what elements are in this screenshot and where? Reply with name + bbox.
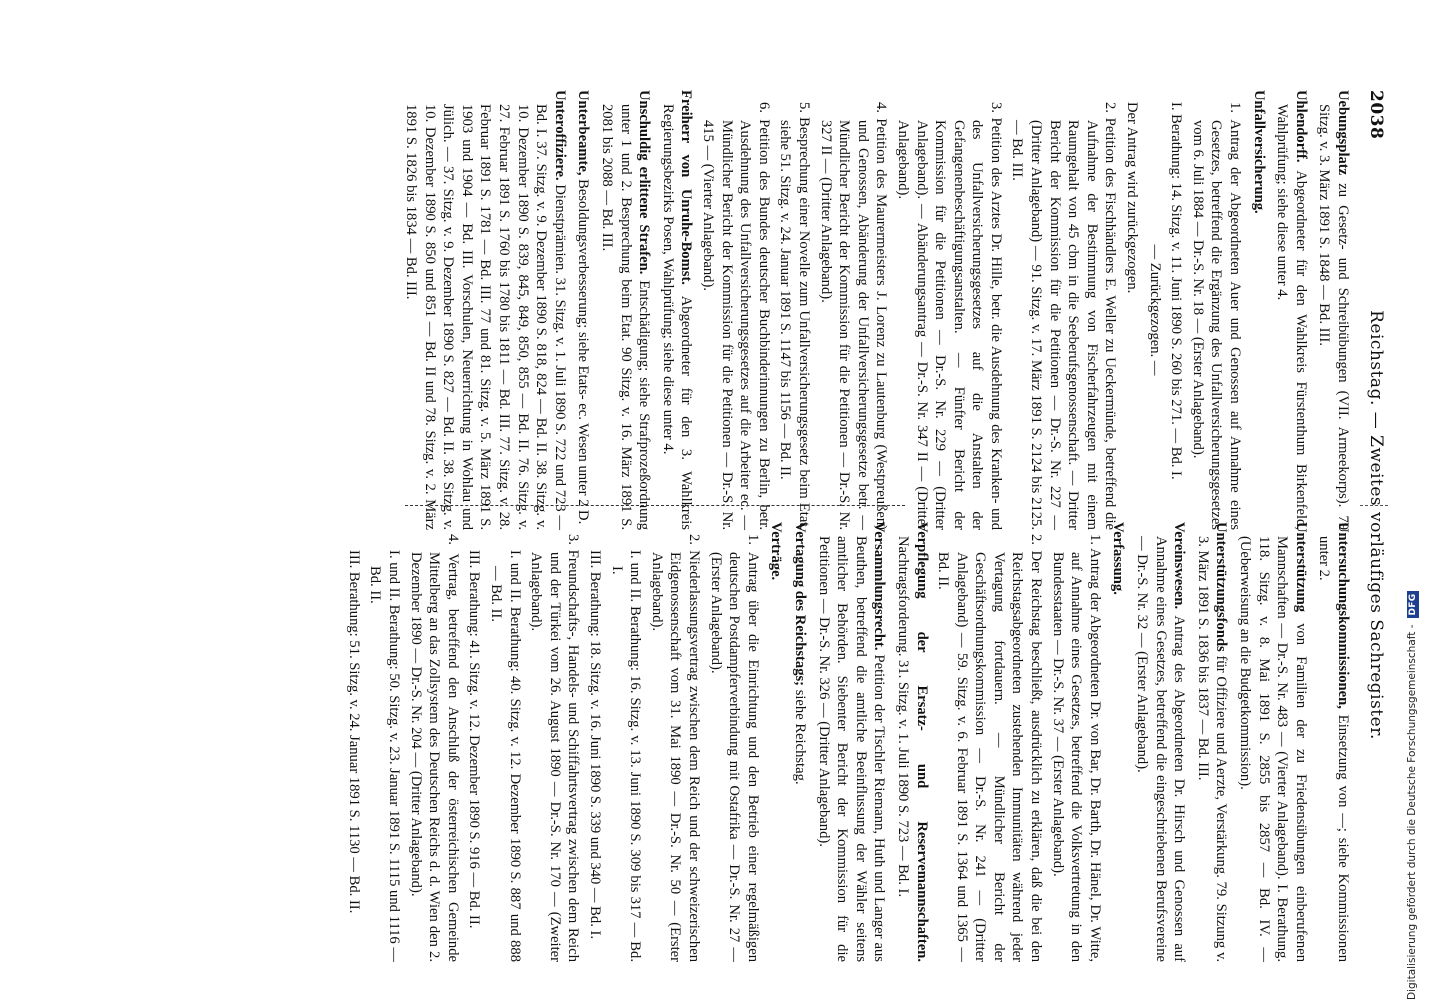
subitem-text: Petition des Maurermeisters J. Lorenz zu Lautenburg (Westpreußen) und Genossen, Abänderung der Unfallversicherungsgesetze betr. — Mündlicher Bericht der Kommission für die Petitionen — Dr.-S. Nr. 327 II — (Dritter Anlageband). bbox=[817, 118, 890, 531]
entry-text: Besoldungsverbesserung; siehe Etats- ec. Wesen unter 2 D. bbox=[575, 175, 592, 525]
entry-keyword: Verpflegung der Ersatz- und Reservemannschaften. bbox=[913, 522, 930, 962]
entry-keyword: Vertagung des Reichstags; bbox=[791, 522, 808, 687]
subitem-text: I. und II. Berathung: 50. Sitzg. v. 23. Januar 1891 S. 1115 und 1116 — Bd. II. bbox=[367, 550, 403, 962]
entry-keyword: Unfallversicherung. bbox=[1250, 90, 1267, 214]
index-entry bbox=[1315, 90, 1352, 530]
index-subitem bbox=[366, 522, 403, 962]
entry-text: Nachtragsforderung. 31. Sitzg. v. 1. Juli 1890 S. 723 — Bd. I. bbox=[894, 536, 911, 898]
page-title: Reichstag. — Zweites vorläufiges Sachregister. bbox=[1366, 310, 1386, 740]
index-subitem bbox=[934, 522, 1046, 962]
index-subitem bbox=[1008, 90, 1120, 530]
index-entry bbox=[1193, 522, 1230, 962]
subitem-text: Der Antrag wird zurückgezogen. bbox=[1124, 102, 1141, 294]
digitization-text: Digitalisierung gefördert durch die Deutsche Forschungsgemeinschaft - bbox=[1406, 624, 1418, 1000]
subitem-number: 6. bbox=[755, 102, 772, 120]
index-subitem bbox=[698, 90, 772, 530]
subitem-text: Der Reichstag beschließt, ausdrücklich zu erklären, daß die bei den Reichstagsabgeordneten zustehenden Immunitäten während jeder Vertagung fortdauern. — Mündlicher Bericht der Geschäftsordnungskommission — Dr.-S. Nr. 241 — (Dritter Anlageband) — 59. Sitzg. v. 6. Februar 1891 S. 1364 und 1365 — Bd. II. bbox=[935, 550, 1045, 962]
entry-text: siehe Reichstag. bbox=[791, 686, 808, 785]
index-entry bbox=[1273, 90, 1310, 530]
page-number: 2038 bbox=[1366, 90, 1386, 140]
subitem-number: 2. bbox=[1028, 534, 1045, 551]
entry-keyword: Verträge. bbox=[768, 522, 785, 581]
subitem-number: 4. bbox=[444, 534, 461, 554]
entry-text: Abgeordneter für den Wahlkreis Fürstenthum Birkenfeld, Wahlprüfung; siehe diese unter 4. bbox=[1274, 104, 1309, 530]
index-entry bbox=[814, 522, 888, 962]
dfg-logo-icon: DFG bbox=[1407, 591, 1419, 619]
index-subitem bbox=[706, 522, 762, 962]
entry-keyword: Vereinswesen. bbox=[1171, 522, 1188, 610]
index-subitem bbox=[607, 522, 644, 962]
column-divider bbox=[405, 505, 905, 507]
entry-text: zu Gesetz- und Schreibübungen (VII. Armeekorps). 79 Sitzg. v. 3. März 1891 S. 1848 — Bd. III. bbox=[1316, 104, 1351, 530]
entry-keyword: Verfassung. bbox=[1110, 522, 1127, 595]
subitem-text: III. Berathung: 51. Sitzg. v. 24. Januar 1891 S. 1130 — Bd. II. bbox=[345, 550, 362, 914]
entry-text: von Familien der zu Friedensübungen einberufenen Mannschaften — Dr.-S. Nr. 483 — (Vierter Anlageband). I. Berathung. 118. Sitzg. v. 8. Mai 1891 S. 2855 bis 2857 — Bd. IV. — (Ueberweisung an die Budgetkommission). bbox=[1237, 536, 1309, 962]
index-entry bbox=[1315, 522, 1352, 962]
index-subitem bbox=[1167, 90, 1186, 530]
subitem-number: 3. bbox=[987, 102, 1004, 118]
entry-text: Einsetzung von —; siehe Kommissionen unter 2. bbox=[1316, 536, 1351, 962]
index-subitem bbox=[486, 522, 523, 962]
entry-keyword: Uhlendorff. bbox=[1292, 90, 1309, 163]
index-subitem bbox=[1122, 90, 1141, 530]
subitem-text: I. und II. Berathung: 16. Sitzg. v. 13. Juni 1890 S. 309 bis 317 — Bd. I. bbox=[608, 550, 644, 962]
index-subitem bbox=[585, 522, 604, 962]
index-entry bbox=[597, 90, 653, 530]
subitem-number: 1. bbox=[744, 534, 761, 552]
entry-text: Dienstprämien. 31. Sitzg. v. 1. Juli 1890 S. 722 und 723 — Bd. I. 37. Sitzg. v. 9. Dezember 1890 S. 818, 824 — Bd. II. 38. Sitzg. v. 10. Dezember 1890 S. 839, 845, 849, 850, 855 — Bd. II. 76. Sitzg. v. 27. Februar 1891 S. 1760 bis 1780 bis 1811 — Bd. III. 77. Sitzg. v. 28. Februar 1891 S. 1781 — Bd. III. 77 und 81. Sitzg. v. 5. März 1891 S. 1903 und 1904 — Bd. III. Vorschulen, Neuerrichtung in Wohlau und Jülich. — 37. Sitzg. v. 9. Dezember 1890 S. 827 — Bd. II. 38. Sitzg. v. 10. Dezember 1890 S. 850 und 851 — Bd. II und 78. Sitzg. v. 2. März 1891 S. 1826 bis 1834 — Bd. III. bbox=[403, 104, 568, 530]
subitem-text: Vertrag, betreffend den Anschluß der österreichischen Gemeinde Mittelberg an das Zollsystem des Deutschen Reichs d. d. Wien den 2. Dezember 1890 — Dr.-S. Nr. 204 — (Dritter Anlageband). bbox=[407, 552, 461, 962]
entry-keyword: Unterstützungsfonds bbox=[1213, 522, 1230, 652]
index-subitem bbox=[527, 522, 583, 962]
index-subitem bbox=[344, 522, 363, 962]
subitem-text: Petition des Arztes Dr. Hille, betr. die Ausdehnung des Kranken- und des Unfallversicherungsgesetzes auf die Anstalten der Gefangenenbeschäftigungsanstalten. — Fünfter Bericht der Kommission für die Petitionen — Dr.-S. Nr. 229 — (Dritter Anlageband). — Abänderungsantrag — Dr.-S. Nr. 347 II — (Dritter Anlageband). bbox=[894, 117, 1004, 530]
subitem-text: Antrag der Abgeordneten Dr. von Bar, Dr. Barth, Dr. Hänel, Dr. Witte, auf Annahme eines Gesetzes, betreffend die Volksvertretung in den Bundesstaaten — Dr.-S. Nr. 37 — (Erster Anlageband). bbox=[1049, 548, 1103, 962]
entry-keyword: Unteroffiziere. bbox=[551, 90, 568, 181]
subitem-number: 1. bbox=[1227, 102, 1244, 120]
subitem-text: I. Berathung: 14. Sitzg. v. 11. Juni 1890 S. 260 bis 271. — Bd. I. bbox=[1168, 102, 1185, 480]
subitem-text: I. und II. Berathung: 40. Sitzg. v. 12. Dezember 1890 S. 887 und 888 — Bd. II. bbox=[488, 550, 523, 962]
subitem-number: 3. bbox=[565, 534, 582, 550]
entry-keyword: Unterbeamte, bbox=[575, 90, 592, 176]
entry-text: Abgeordneter für den 3. Wahlkreis Regierungsbezirks Posen, Wahlprüfung; siehe diese unter 4. bbox=[659, 104, 695, 530]
index-subitem bbox=[1145, 90, 1164, 530]
subitem-number: 5. bbox=[795, 102, 812, 118]
index-entry bbox=[893, 522, 930, 962]
index-subitem bbox=[816, 90, 890, 530]
subitem-number: 1. bbox=[1086, 534, 1103, 549]
index-entry bbox=[402, 90, 569, 530]
index-entry bbox=[1249, 90, 1268, 530]
entry-text: Entschädigung; siehe Strafprozeßordnung unter 1 und 2. Besprechung beim Etat. 90 Sitzg. v. 16. März 1891 S. 2081 bis 2088 — Bd. III. bbox=[599, 104, 653, 531]
page-header bbox=[1360, 90, 1390, 960]
subitem-text: III. Berathung: 18. Sitzg. v. 16. Juni 1890 S. 339 und 340 — Bd. I. bbox=[587, 550, 604, 940]
entry-keyword: Uebungsplatz bbox=[1335, 90, 1351, 176]
index-subitem bbox=[406, 522, 462, 962]
entry-keyword: Untersuchungskommissionen, bbox=[1335, 522, 1351, 709]
entry-keyword: Freiherr von Unruhe-Bomst. bbox=[678, 90, 695, 285]
subitem-text: Antrag über die Einrichtung und den Betrieb einer regelmäßigen deutschen Postdampferverbindung mit Ostafrika — Dr.-S. Nr. 27 — (Erster Anlageband). bbox=[707, 551, 761, 962]
subitem-number: 2. bbox=[1102, 102, 1119, 118]
index-subitem bbox=[465, 522, 484, 962]
index-entry bbox=[1109, 522, 1128, 962]
subitem-text: Freundschafts-, Handels- und Schiffahrtsvertrag zwischen dem Reich und der Türkei vom 26. August 1890 — Dr.-S. Nr. 170 — (Zweiter Anlageband). bbox=[528, 549, 582, 963]
subitem-text: — Zurückgezogen. — bbox=[1146, 244, 1163, 376]
entry-text: für Offiziere und Aerzte, Verstärkung. 79. Sitzung v. 3. März 1891 S. 1836 bis 1837 — Bd. III. bbox=[1194, 536, 1230, 962]
index-subitem bbox=[1188, 90, 1244, 530]
index-entry bbox=[658, 90, 695, 530]
entry-keyword: Versammlungsrecht. bbox=[871, 522, 888, 651]
subitem-text: III. Berathung: 41. Sitzg. v. 12. Dezember 1890 S. 916 — Bd. II. bbox=[466, 550, 483, 929]
index-entry bbox=[790, 522, 809, 962]
index-entry bbox=[1132, 522, 1188, 962]
index-entry bbox=[574, 90, 593, 530]
subitem-text: Petition des Fischhändlers E. Weller zu Ueckermünde, betreffend die Aufnahme der Bestimmung von Fischerfahrzeugen mit einem Raumgehalt von 45 cbm in die Seeberufsgenossenschaft. — Dritter Bericht der Kommission für die Petitionen — Dr.-S. Nr. 227 — (Dritter Anlageband) — 91. Sitzg. v. 17. März 1891 S. 2124 bis 2125. — Bd. III. bbox=[1009, 117, 1119, 530]
index-entry bbox=[1235, 522, 1309, 962]
left-column bbox=[397, 90, 1353, 530]
index-subitem bbox=[893, 90, 1005, 530]
entry-text: Petition der Tischler Riemann, Huth und Langer aus Beuthen, betreffend die amtliche Beeinflussung der Wähler seitens amtlicher Behörden. Siebenter Bericht der Kommission für die Petitionen — Dr.-S. Nr. 326 — (Dritter Anlageband). bbox=[815, 536, 888, 962]
entry-keyword: Unschuldig erlittene Strafen. bbox=[636, 90, 653, 275]
right-column bbox=[341, 522, 1352, 962]
entry-text: Antrag des Abgeordneten Dr. Hirsch und Genossen auf Annahme eines Gesetzes, betreffend die eingeschriebenen Berufsvereine — Dr.-S. Nr. 32 — (Erster Anlageband). bbox=[1134, 536, 1188, 962]
subitem-text: Niederlassungsvertrag zwischen dem Reich und der schweizerischen Eidgenossenschaft vom 31. Mai 1890 — Dr.-S. Nr. 50 — (Erster Anlageband). bbox=[648, 550, 702, 963]
digitization-note bbox=[1406, 0, 1419, 1000]
index-subitem bbox=[647, 522, 703, 962]
index-subitem bbox=[1048, 522, 1104, 962]
subitem-text: Besprechung einer Novelle zum Unfallversicherungsgesetz beim Etat, siehe 51. Sitzg. v. 24. Januar 1891 S. 1147 bis 1156 — Bd. II. bbox=[777, 117, 812, 530]
entry-keyword: Unterstützung bbox=[1292, 522, 1309, 612]
subitem-text: Petition des Bundes deutscher Buchbinderinnungen zu Berlin, betr. Ausdehnung des Unfallversicherungsgesetzes auf die Arbeiter ec. — Mündlicher Bericht der Kommission für die Petitionen — Dr.-S. Nr. 415 — (Vierter Anlageband). bbox=[700, 119, 772, 530]
index-entry bbox=[767, 522, 786, 962]
index-subitem bbox=[776, 90, 813, 530]
subitem-number: 2. bbox=[686, 534, 702, 551]
header-divider bbox=[1360, 505, 1388, 507]
subitem-number: 4. bbox=[873, 102, 890, 119]
subitem-text: Antrag der Abgeordneten Auer und Genossen auf Annahme eines Gesetzes, betreffend die Ergänzung des Unfallversicherungsgesetzes vom 6. Juli 1884 — Dr.-S. Nr. 18 — (Erster Anlageband). bbox=[1189, 119, 1244, 530]
